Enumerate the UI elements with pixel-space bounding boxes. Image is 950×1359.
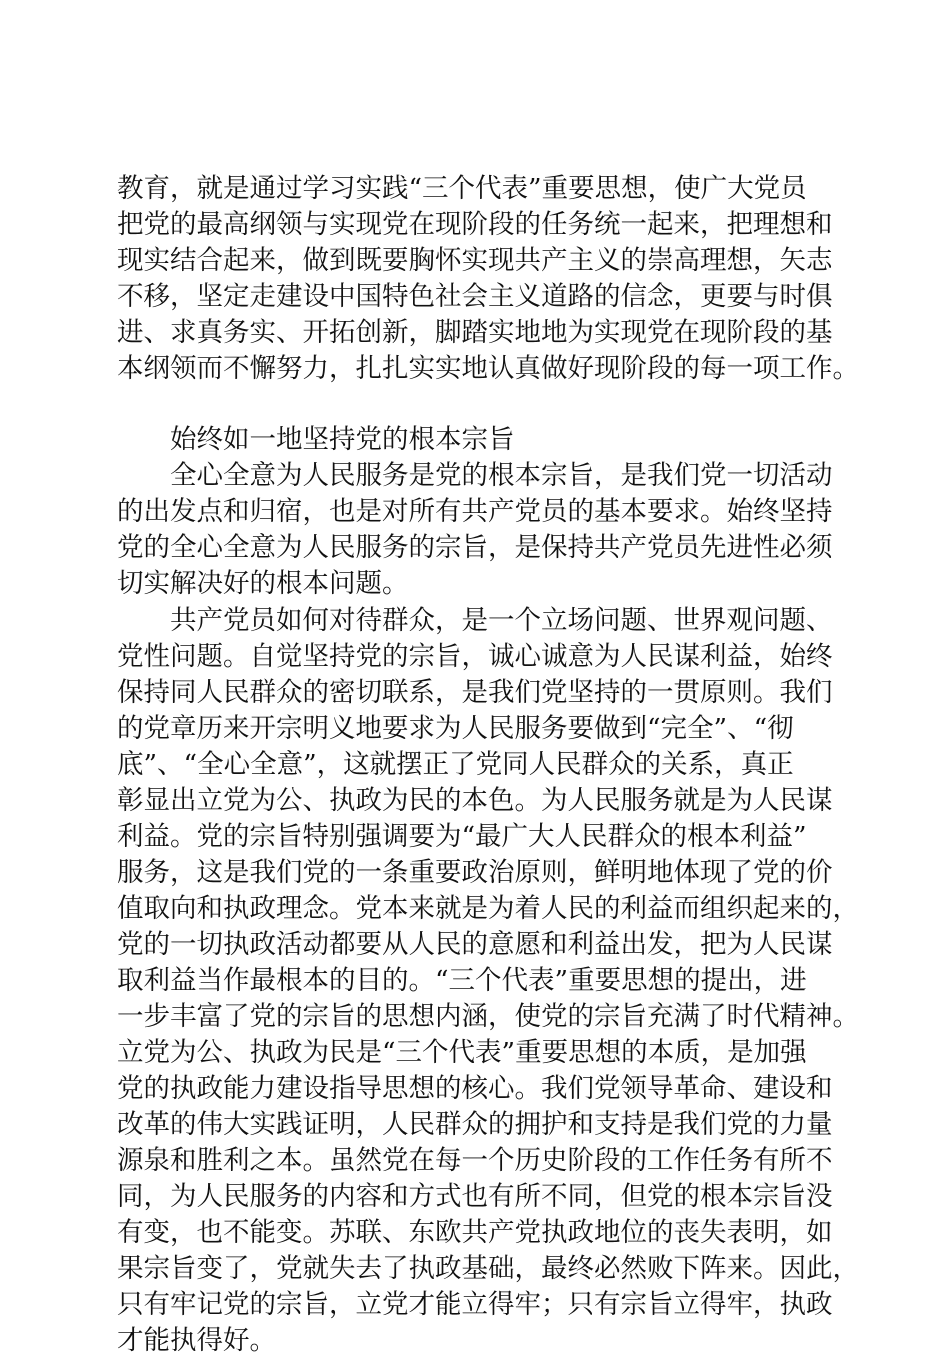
paragraph-line: 改革的伟大实践证明，人民群众的拥护和支持是我们党的力量 xyxy=(117,1109,833,1140)
paragraph-line: 值取向和执政理念。党本来就是为着人民的利益而组织起来的， xyxy=(117,893,859,924)
paragraph-line: 的党章历来开宗明义地要求为人民服务要做到“完全”、“彻 xyxy=(117,713,794,744)
paragraph-line: 党的全心全意为人民服务的宗旨，是保持共产党员先进性必须 xyxy=(117,532,833,563)
paragraph-line: 取利益当作最根本的目的。“三个代表”重要思想的提出，进 xyxy=(117,965,807,996)
paragraph-line: 只有牢记党的宗旨，立党才能立得牢；只有宗旨立得牢，执政 xyxy=(117,1289,833,1320)
paragraph-line: 有变，也不能变。苏联、东欧共产党执政地位的丧失表明，如 xyxy=(117,1217,833,1248)
paragraph-line: 保持同人民群众的密切联系，是我们党坚持的一贯原则。我们 xyxy=(117,677,833,708)
intro-line: 不移，坚定走建设中国特色社会主义道路的信念，更要与时俱 xyxy=(117,281,833,312)
paragraph-line: 党性问题。自觉坚持党的宗旨，诚心诚意为人民谋利益，始终 xyxy=(117,641,833,672)
section-heading: 始终如一地坚持党的根本宗旨 xyxy=(170,424,515,455)
paragraph-line: 彰显出立党为公、执政为民的本色。为人民服务就是为人民谋 xyxy=(117,785,833,816)
paragraph-line: 利益。党的宗旨特别强调要为“最广大人民群众的根本利益” xyxy=(117,821,807,852)
paragraph-line: 底”、“全心全意”，这就摆正了党同人民群众的关系，真正 xyxy=(117,749,794,780)
paragraph-line: 一步丰富了党的宗旨的思想内涵，使党的宗旨充满了时代精神。 xyxy=(117,1001,859,1032)
paragraph-line: 切实解决好的根本问题。 xyxy=(117,568,409,599)
paragraph-line: 党的一切执政活动都要从人民的意愿和利益出发，把为人民谋 xyxy=(117,929,833,960)
intro-line: 教育，就是通过学习实践“三个代表”重要思想，使广大党员 xyxy=(117,173,807,204)
paragraph-line: 立党为公、执政为民是“三个代表”重要思想的本质，是加强 xyxy=(117,1037,807,1068)
intro-line: 本纲领而不懈努力，扎扎实实地认真做好现阶段的每一项工作。 xyxy=(117,353,859,384)
paragraph-line: 党的执政能力建设指导思想的核心。我们党领导革命、建设和 xyxy=(117,1073,833,1104)
intro-line: 进、求真务实、开拓创新，脚踏实地地为实现党在现阶段的基 xyxy=(117,317,833,348)
intro-line: 把党的最高纲领与实现党在现阶段的任务统一起来，把理想和 xyxy=(117,209,833,240)
paragraph-line: 源泉和胜利之本。虽然党在每一个历史阶段的工作任务有所不 xyxy=(117,1145,833,1176)
paragraph-line: 才能执得好。 xyxy=(117,1325,276,1356)
paragraph-line: 果宗旨变了，党就失去了执政基础，最终必然败下阵来。因此， xyxy=(117,1253,859,1284)
paragraph-line: 共产党员如何对待群众，是一个立场问题、世界观问题、 xyxy=(170,605,833,636)
paragraph-line: 全心全意为人民服务是党的根本宗旨，是我们党一切活动 xyxy=(170,460,833,491)
intro-line: 现实结合起来，做到既要胸怀实现共产主义的崇高理想，矢志 xyxy=(117,245,833,276)
paragraph-line: 同，为人民服务的内容和方式也有所不同，但党的根本宗旨没 xyxy=(117,1181,833,1212)
paragraph-line: 的出发点和归宿，也是对所有共产党员的基本要求。始终坚持 xyxy=(117,496,833,527)
paragraph-line: 服务，这是我们党的一条重要政治原则，鲜明地体现了党的价 xyxy=(117,857,833,888)
